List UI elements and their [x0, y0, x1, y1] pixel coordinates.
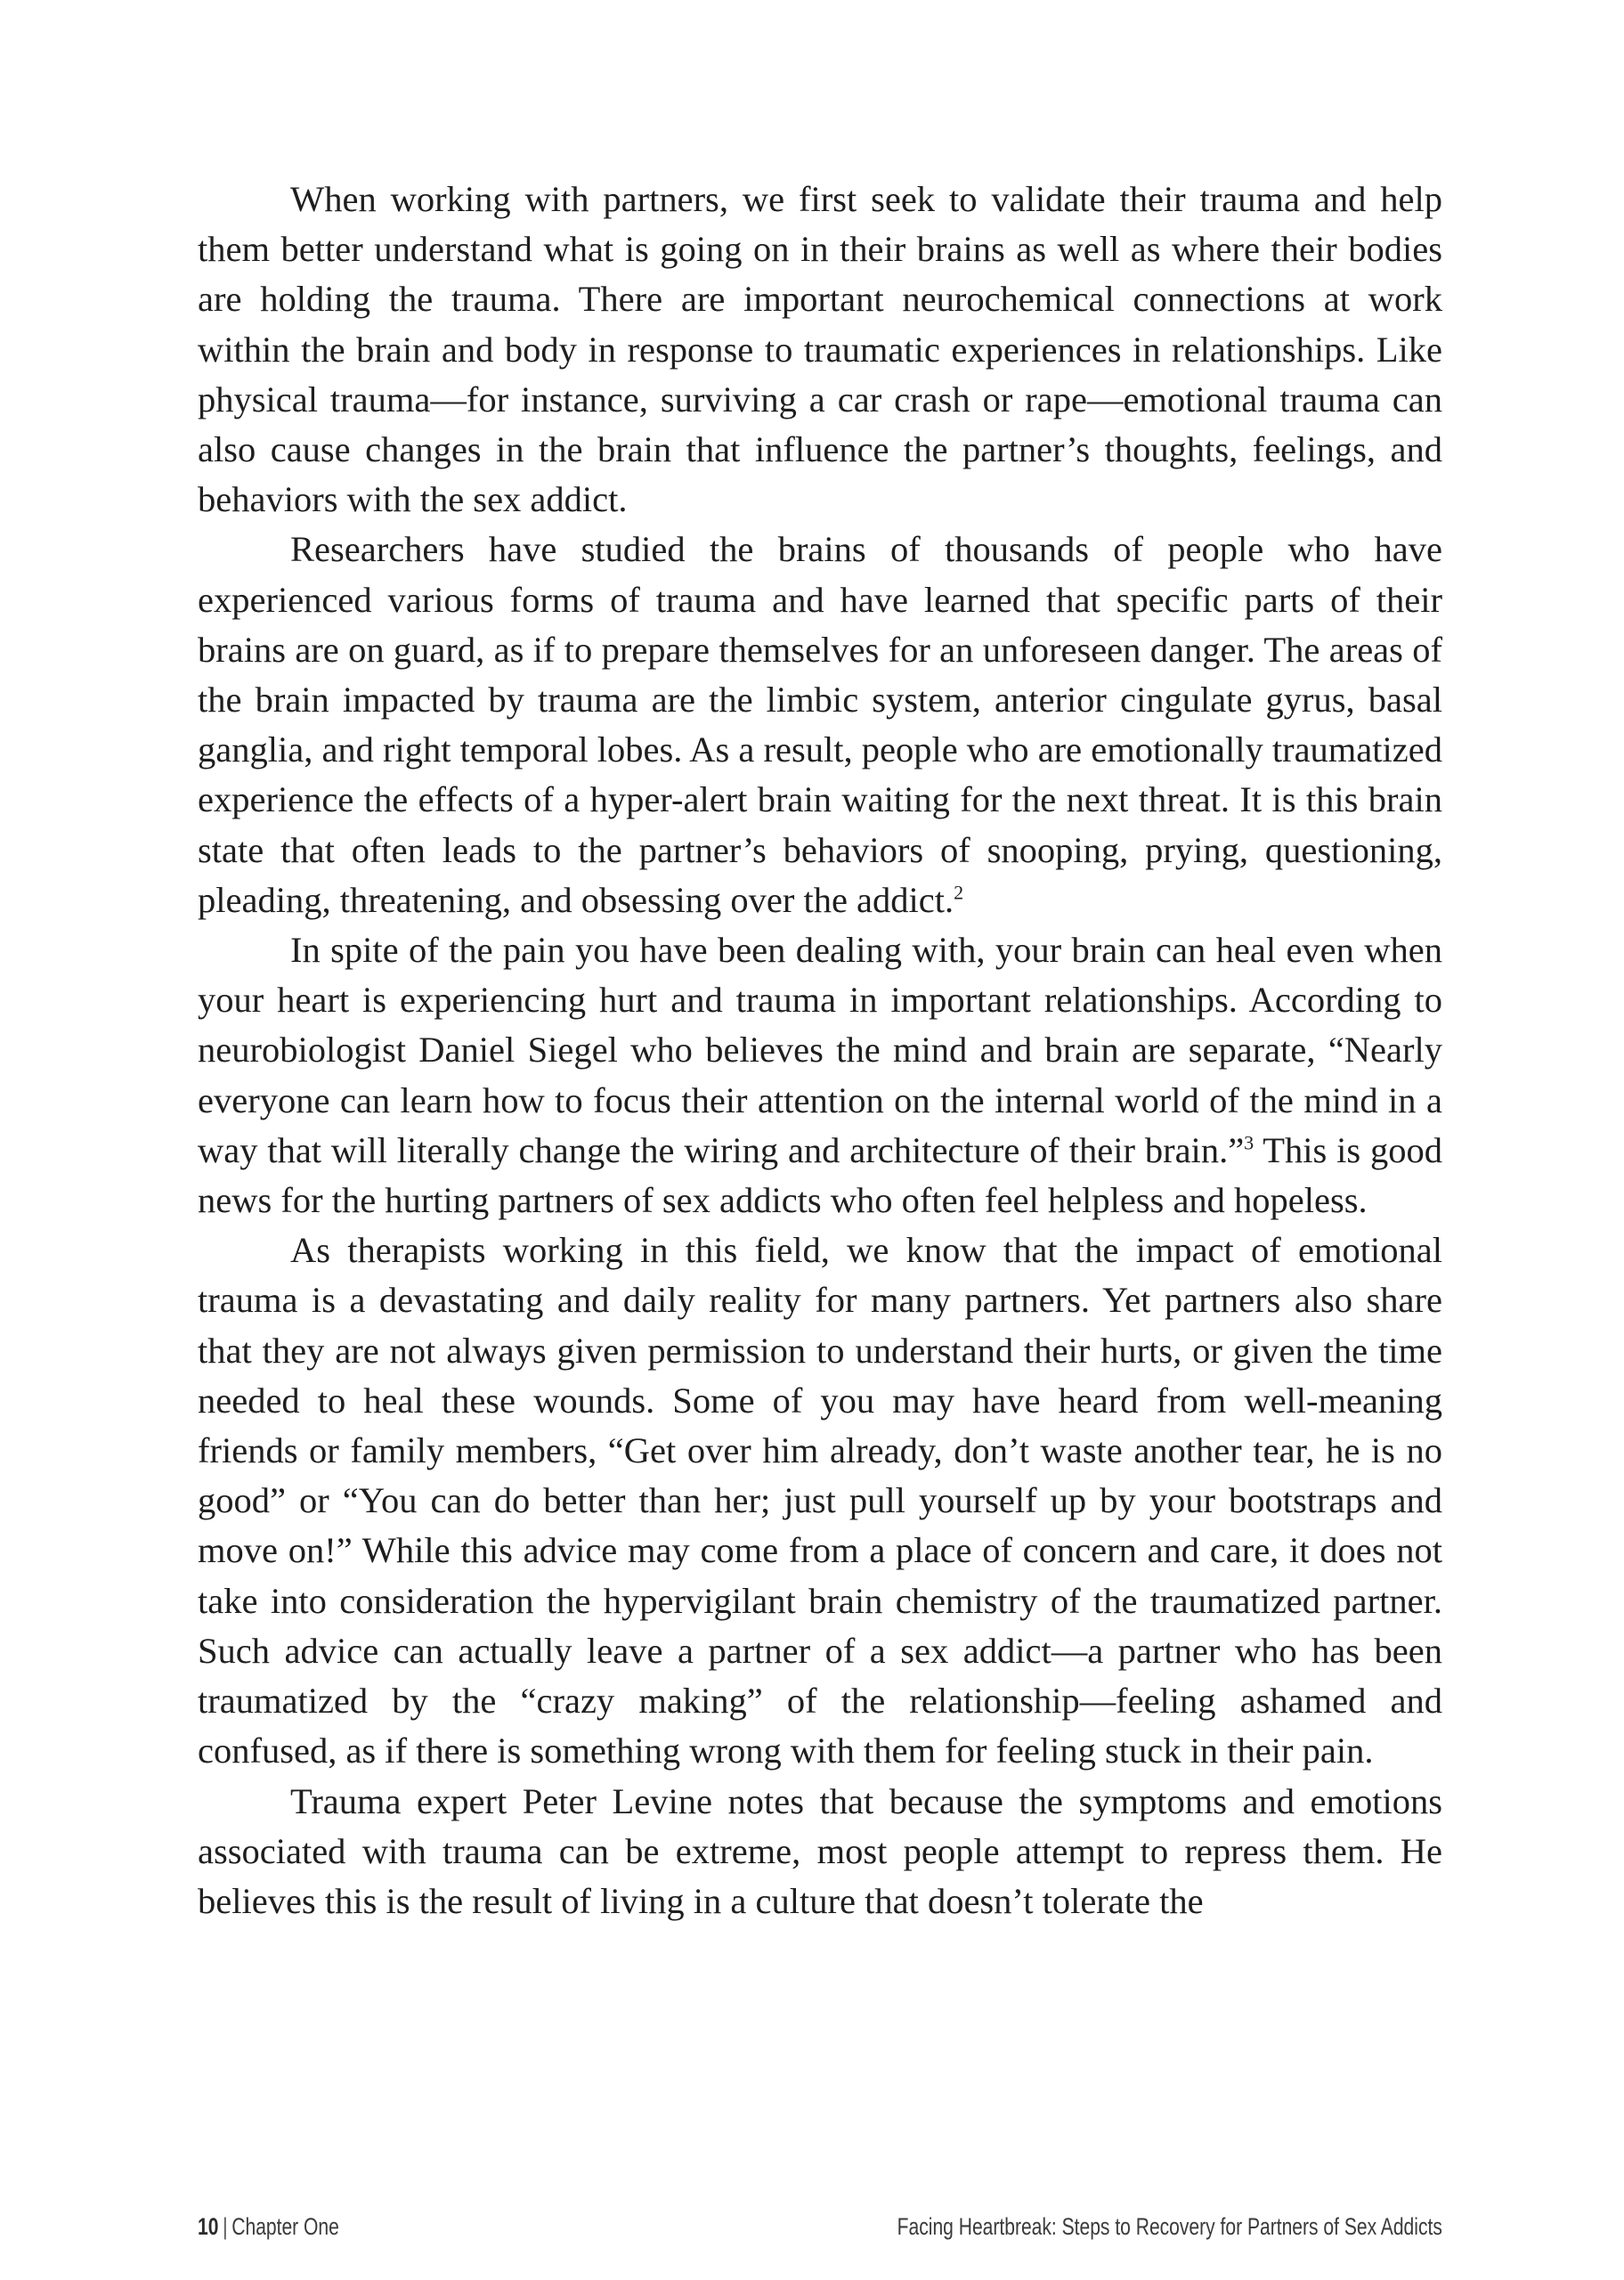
- chapter-label: Chapter One: [231, 2213, 339, 2240]
- paragraph-researchers: [198, 525, 1442, 925]
- page-footer: [198, 2209, 1442, 2244]
- paragraph-peter-levine: [198, 1777, 1442, 1927]
- paragraph-therapists: [198, 1226, 1442, 1776]
- paragraph-validate-trauma: [198, 175, 1442, 525]
- paragraph-text-continued: This is good news for the hurting partners of sex addicts who often feel helpless and hopeless.: [198, 1129, 1442, 1221]
- footnote-marker: 2: [954, 881, 964, 904]
- footer-left: [198, 2209, 339, 2244]
- paragraph-text: In spite of the pain you have been dealing with, your brain can heal even when your heart is experiencing hurt and trauma in important relationships. According to neurobiologist Daniel Siegel who believes the mind and brain are separate, “Nearly everyone can learn how to focus their attention on the internal world of the mind in a way that will literally change the wiring and architecture of their brain.”: [198, 930, 1442, 1170]
- book-title: Facing Heartbreak: Steps to Recovery for Partners of Sex Addicts: [897, 2213, 1442, 2240]
- body-text: [198, 175, 1442, 1926]
- page-number: 10: [198, 2213, 219, 2240]
- paragraph-text: Researchers have studied the brains of thousands of people who have experienced various forms of trauma and have learned that specific parts of their brains are on guard, as if to prepare themselves for an unforeseen danger. The areas of the brain impacted by trauma are the limbic system, anterior cingulate gyrus, basal ganglia, and right temporal lobes. As a result, people who are emotionally traumatized experience the effects of a hyper-alert brain waiting for the next threat. It is this brain state that often leads to the partner’s behaviors of snooping, prying, questioning, pleading, threatening, and obsessing over the addict.: [198, 529, 1442, 920]
- footnote-marker: 3: [1244, 1131, 1255, 1154]
- footer-separator: |: [223, 2213, 228, 2240]
- paragraph-brain-can-heal: [198, 925, 1442, 1226]
- paragraph-text: As therapists working in this field, we know that the impact of emotional trauma is a devastating and daily reality for many partners. Yet partners also share that they are not always given permission to understand their hurts, or given the time needed to heal these wounds. Some of you may have heard from well-meaning friends or family members, “Get over him already, don’t waste another tear, he is no good” or “You can do better than her; just pull yourself up by your bootstraps and move on!” While this advice may come from a place of concern and care, it does not take into consideration the hypervigilant brain chemistry of the traumatized partner. Such advice can actually leave a partner of a sex addict—a partner who has been traumatized by the “crazy making” of the relationship—feeling ashamed and confused, as if there is something wrong with them for feeling stuck in their pain.: [198, 1230, 1442, 1771]
- paragraph-text: When working with partners, we first seek to validate their trauma and help them better understand what is going on in their brains as well as where their bodies are holding the trauma. There are important neurochemical connections at work within the brain and body in response to traumatic experiences in relationships. Like physical trauma—for instance, surviving a car crash or rape—emotional trauma can also cause changes in the brain that influence the partner’s thoughts, feelings, and behaviors with the sex addict.: [198, 179, 1442, 520]
- paragraph-text: Trauma expert Peter Levine notes that because the symptoms and emotions associated with trauma can be extreme, most people attempt to repress them. He believes this is the result of living in a culture that doesn’t tolerate the: [198, 1780, 1442, 1921]
